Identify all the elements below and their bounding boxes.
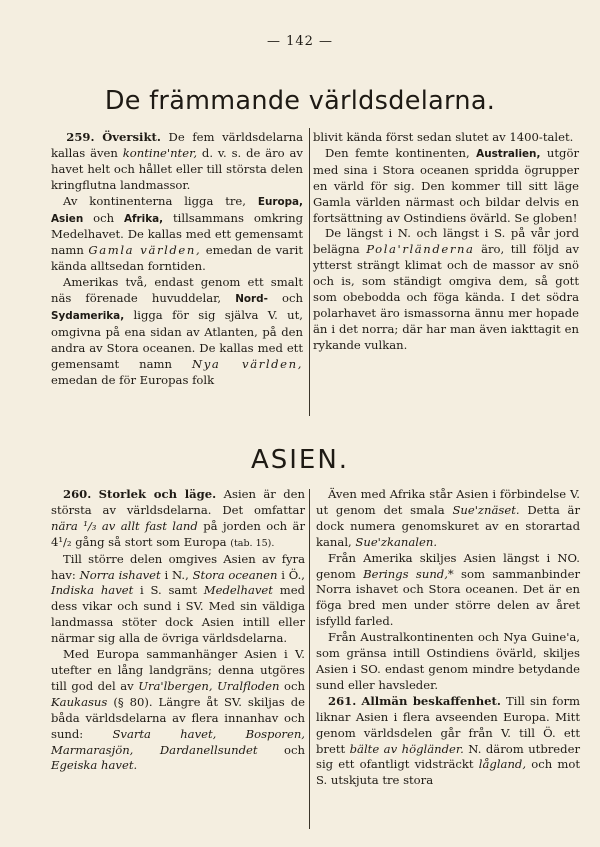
text-run: och [257, 742, 305, 757]
bold-term: Europa, [257, 195, 303, 208]
chapter-heading: De främmande världsdelarna. [104, 86, 496, 116]
text-run: på jorden och är 4¹/₂ gång så stort som Europa [51, 518, 306, 549]
spaced-term: Nya världen, [192, 356, 303, 371]
column-left-top [51, 130, 303, 389]
section-head: Översikt. [102, 130, 161, 144]
text-run: d. v. s. de äro av havet helt och hållet eller till största delen kringflutna landmassor. [51, 145, 303, 192]
section-head: Allmän beskaffenhet. [361, 693, 501, 708]
text-run: emedan de för Europas folk [51, 372, 215, 387]
bold-term: Afrika, [123, 212, 164, 225]
section-number: 260. [63, 487, 92, 501]
paragraph [313, 146, 579, 227]
emphasis: Medelhavet [203, 583, 273, 598]
emphasis: Sue'zkanalen. [355, 534, 438, 549]
column-left-bottom [51, 487, 305, 774]
text-run: i N., [160, 567, 193, 582]
section-number: 259. [66, 130, 95, 144]
paragraph [313, 130, 579, 146]
paragraph [51, 647, 305, 774]
section-heading-asien: ASIEN. [250, 445, 350, 475]
text-run: Detta är dock numera genomskuret av en storartad kanal, [316, 502, 580, 549]
text-run: Från Australkontinenten och Nya Guine'a, som gränsa intill Ostindiens övärld, skiljes Asien i SO. endast genom mindre betydande sund eller havsleder. [316, 630, 580, 692]
text-run: N. därom utbreder sig ett ofantligt vidsträckt [316, 741, 580, 772]
emphasis: lågland, [478, 757, 527, 772]
column-divider [309, 128, 310, 416]
emphasis: Stora oceanen [192, 567, 278, 582]
spaced-term: Pola'rländerna [366, 242, 475, 257]
spaced-term: Gamla världen, [88, 243, 202, 258]
text-run: emedan de varit kända alltsedan forntiden. [51, 243, 303, 274]
paragraph-260 [51, 487, 305, 552]
text-run: tillsammans omkring Medelhavet. De kallas med ett gemensamt namn [51, 210, 303, 258]
text-run: utgör med sina i Stora oceanen spridda ögrupper en värld för sig. Den kommer till sitt läge Gamla världen närmast och bildar delvis en fortsättning av Ostindiens övärld. Se globen! [313, 145, 579, 225]
text-run: i S. samt [133, 583, 204, 598]
text-run: och [83, 210, 124, 225]
text-run: Av kontinenterna ligga tre, [63, 193, 258, 208]
text-run: De längst i N. och längst i S. på vår jord belägna [313, 226, 579, 257]
column-divider [309, 489, 310, 829]
text-run: blivit kända först sedan slutet av 1400-talet. [313, 130, 574, 144]
emphasis: nära ¹/₃ av allt fast land [51, 518, 198, 533]
text-run: Till större delen omgives Asien av fyra hav: [51, 551, 305, 582]
paragraph [51, 275, 303, 388]
bold-term: Australien, [476, 147, 541, 160]
emphasis: Ura'lbergen, Uralfloden [138, 678, 280, 693]
emphasis: Svarta havet, Bosporen, Marmarasjön, Dardanellsundet [51, 726, 305, 757]
paragraph [316, 487, 580, 551]
bold-term: Asien [51, 212, 84, 225]
paragraph [51, 194, 303, 276]
text-run: som sammanbinder Norra ishavet och Stora oceanen. Det är en föga bred men under större delen av året isfylld farled. [316, 566, 580, 629]
text-run: Med Europa sammanhänger Asien i V. utefter en lång landgräns; denna utgöres till god del av [51, 647, 305, 693]
bold-term: Sydamerika, [51, 309, 125, 322]
column-right-bottom [316, 487, 580, 789]
section-number: 261. [328, 693, 357, 708]
text-run: (§ 80). Längre åt SV. skiljas de båda världsdelarna av flera innanhav och sund: [51, 694, 305, 741]
text-run: och mot S. utskjuta tre stora [316, 757, 580, 788]
emphasis: Norra ishavet [79, 567, 161, 582]
text-run: De fem världsdelarna kallas även [51, 130, 304, 160]
text-run: Från Amerika skiljes Asien längst i NO. genom [316, 550, 580, 581]
table-reference: (tab. 15). [230, 537, 275, 549]
text-run: med dess vikar och sund i SV. Med sin väldiga landmassa stöter dock Asien intill eller närmar sig alla de övriga världsdelarna. [51, 583, 305, 646]
paragraph-261 [316, 694, 580, 789]
emphasis: bälte av högländer. [349, 741, 464, 756]
emphasis: Indiska havet [51, 583, 134, 598]
section-head: Storlek och läge. [98, 487, 217, 501]
emphasis: Berings sund,* [363, 566, 454, 581]
text-run: Även med Afrika står Asien i förbindelse V. ut genom det smala [316, 487, 580, 517]
text-run: ligga för sig själva V. ut, omgivna på ena sidan av Atlanten, på den andra av Stora oceanen. De kallas med ett gemensamt namn [51, 307, 303, 371]
page-number: — 142 — [266, 34, 334, 49]
text-run: Asien är den största av världsdelarna. Det omfattar [51, 487, 305, 517]
text-run: Till sin form liknar Asien i flera avseenden Europa. Mitt genom världsdelen går från V. till Ö. ett brett [316, 693, 580, 756]
paragraph [51, 552, 305, 647]
emphasis: Sue'znäset. [452, 502, 520, 517]
paragraph [316, 630, 580, 694]
bold-term: Nord- [235, 293, 268, 306]
text-run: Den femte kontinenten, [325, 145, 477, 160]
text-run: och [279, 678, 305, 693]
emphasis: Egeiska havet. [51, 758, 138, 773]
text-run: Amerikas två, endast genom ett smalt näs förenade huvuddelar, [51, 275, 303, 306]
paragraph-259 [51, 130, 303, 194]
paragraph [316, 551, 580, 631]
column-right-top [313, 130, 579, 354]
text-run: äro, till följd av ytterst strängt klimat och de massor av snö och is, som ständigt omgiva dem, så gott som obebodda och föga kända. I det södra polarhavet äro ismassorna ännu mer hopade än i det norra; där har man även iakttagit en rykande vulkan. [313, 242, 579, 352]
text-run: och [267, 291, 303, 306]
paragraph [313, 226, 579, 353]
emphasis: Kaukasus [51, 694, 108, 709]
emphasis: kontine'nter, [122, 145, 198, 160]
text-run: i Ö., [277, 567, 305, 582]
